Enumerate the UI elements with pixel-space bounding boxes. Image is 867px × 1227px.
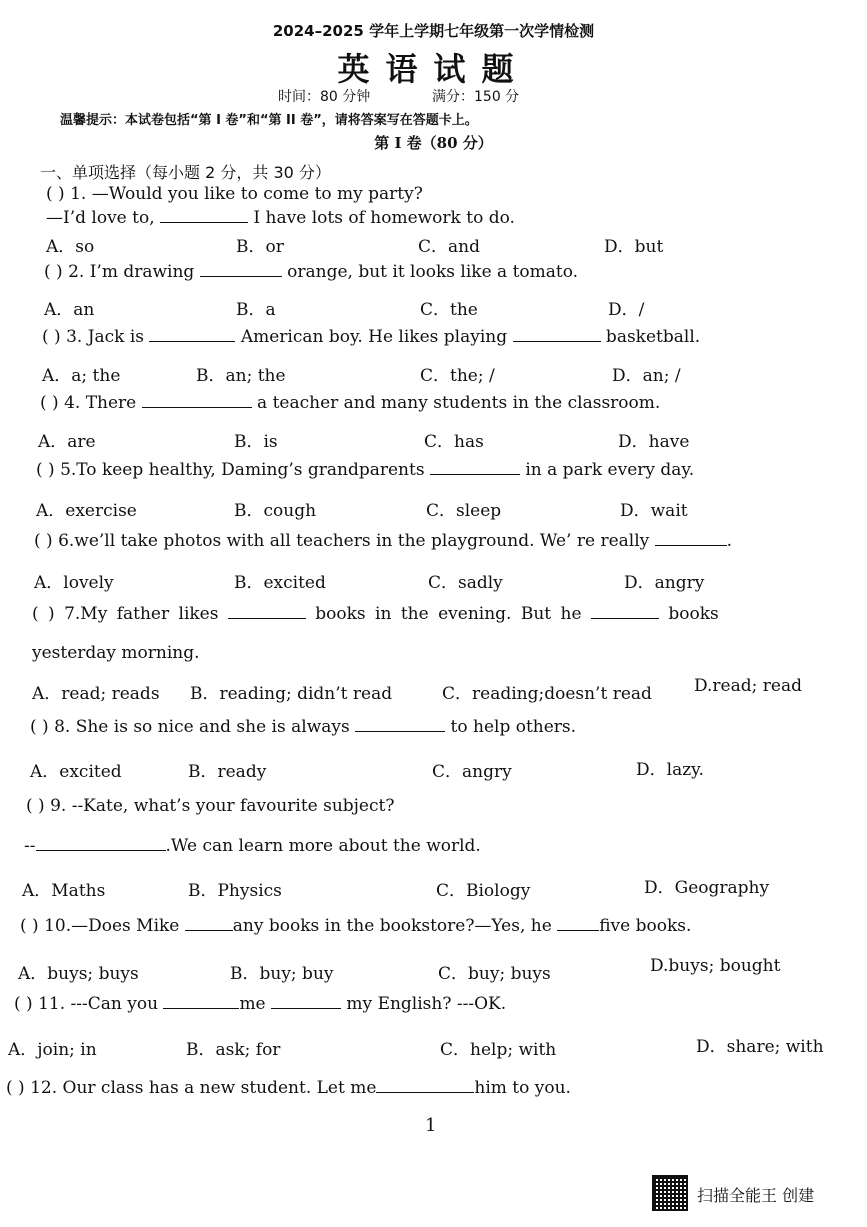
question-3 — [42, 327, 700, 347]
question-4 — [40, 393, 660, 413]
option-a: A．join; in — [8, 1040, 97, 1060]
exam-heading: 2024–2025 学年上学期七年级第一次学情检测 — [272, 22, 595, 40]
option-c: C．sadly — [428, 573, 503, 593]
option-c: C．and — [418, 237, 480, 257]
option-b: B．a — [236, 300, 276, 320]
answer-blank[interactable] — [149, 327, 235, 342]
exam-time: 时间：80 分钟 — [278, 89, 371, 105]
question-3-text-b: American boy. He likes playing — [235, 327, 513, 347]
option-a: A．a; the — [42, 366, 121, 386]
option-c: C．help; with — [440, 1040, 557, 1060]
option-b: B．is — [234, 432, 278, 452]
question-7-text-b: books in the evening. But he — [305, 604, 591, 624]
question-4-text-a: ( ) 4. There — [40, 393, 142, 413]
question-5 — [36, 460, 694, 480]
question-12-text-b: him to you. — [474, 1078, 571, 1098]
option-a: A．read; reads — [32, 684, 160, 704]
question-9-line2 — [24, 836, 481, 856]
option-d: D．lazy. — [636, 760, 704, 780]
qr-code-icon — [652, 1175, 688, 1211]
answer-blank[interactable] — [513, 327, 601, 342]
question-1-text-b: I have lots of homework to do. — [248, 208, 515, 228]
question-2 — [44, 262, 578, 282]
option-c: C．buy; buys — [438, 964, 551, 984]
question-12-text-a: ( ) 12. Our class has a new student. Let me — [6, 1078, 377, 1098]
answer-blank[interactable] — [36, 836, 166, 851]
section-heading: 一、单项选择（每小题 2 分，共 30 分） — [40, 163, 331, 182]
question-1-line1: ( ) 1. —Would you like to come to my party? — [46, 184, 423, 204]
answer-blank[interactable] — [376, 1078, 474, 1093]
option-c: C．the; / — [420, 366, 495, 386]
option-d: D．have — [618, 432, 690, 452]
question-9-text-a: -- — [24, 836, 36, 856]
exam-title: 英语试题 — [337, 50, 530, 88]
option-b: B．ask; for — [186, 1040, 281, 1060]
option-b: B．an; the — [196, 366, 286, 386]
option-c: C．sleep — [426, 501, 502, 521]
answer-blank[interactable] — [142, 393, 252, 408]
answer-blank[interactable] — [355, 717, 445, 732]
answer-blank[interactable] — [271, 994, 341, 1009]
question-9-line1: ( ) 9. --Kate, what’s your favourite subject? — [26, 796, 395, 816]
option-b: B．Physics — [188, 881, 282, 901]
option-b: B．ready — [188, 762, 267, 782]
question-3-text-a: ( ) 3. Jack is — [42, 327, 150, 347]
option-d: D．an; / — [612, 366, 681, 386]
question-5-text-a: ( ) 5.To keep healthy, Daming’s grandparents — [36, 460, 430, 480]
option-b: B．cough — [234, 501, 317, 521]
question-7-line1 — [32, 604, 719, 624]
question-8-text-a: ( ) 8. She is so nice and she is always — [30, 717, 356, 737]
answer-blank[interactable] — [591, 604, 659, 619]
exam-tip: 温馨提示：本试卷包括“第 I 卷”和“第 II 卷”，请将答案写在答题卡上。 — [60, 113, 478, 128]
question-11-text-b: me — [239, 994, 272, 1014]
option-a: A．are — [38, 432, 96, 452]
option-a: A．so — [46, 237, 95, 257]
option-c: C．angry — [432, 762, 512, 782]
question-7-text-a: ( ) 7.My father likes — [32, 604, 228, 624]
option-a: A．excited — [30, 762, 122, 782]
option-d: D．share; with — [696, 1037, 824, 1057]
question-6 — [34, 531, 732, 551]
answer-blank[interactable] — [430, 460, 520, 475]
answer-blank[interactable] — [160, 208, 248, 223]
question-10-text-a: ( ) 10.—Does Mike — [20, 916, 185, 936]
option-c: C．Biology — [436, 881, 531, 901]
question-5-text-b: in a park every day. — [519, 460, 695, 480]
part-heading: 第 I 卷（80 分） — [374, 134, 493, 152]
question-8-text-b: to help others. — [445, 717, 577, 737]
option-c: C．has — [424, 432, 484, 452]
question-2-text-a: ( ) 2. I’m drawing — [44, 262, 200, 282]
option-a: A．buys; buys — [18, 964, 139, 984]
answer-blank[interactable] — [228, 604, 306, 619]
question-8 — [30, 717, 576, 737]
option-a: A．an — [44, 300, 95, 320]
option-a: A．exercise — [36, 501, 137, 521]
exam-score: 满分：150 分 — [432, 89, 520, 105]
option-d: D．angry — [624, 573, 705, 593]
question-2-text-b: orange, but it looks like a tomato. — [281, 262, 579, 282]
question-10-text-b: any books in the bookstore?—Yes, he — [232, 916, 558, 936]
question-3-text-c: basketball. — [600, 327, 701, 347]
question-4-text-b: a teacher and many students in the classroom. — [251, 393, 661, 413]
answer-blank[interactable] — [557, 916, 599, 931]
question-7-text-c: books — [658, 604, 719, 624]
answer-blank[interactable] — [163, 994, 239, 1009]
option-b: B．reading; didn’t read — [190, 684, 393, 704]
question-6-text-b: . — [726, 531, 733, 551]
option-c: C．the — [420, 300, 478, 320]
question-10 — [20, 916, 691, 936]
question-1-line2 — [46, 208, 515, 228]
option-a: A．Maths — [22, 881, 106, 901]
question-11-text-a: ( ) 11. ---Can you — [14, 994, 164, 1014]
option-d: D．but — [604, 237, 664, 257]
question-9-text-b: .We can learn more about the world. — [165, 836, 481, 856]
option-d: D.read; read — [694, 676, 802, 696]
option-a: A．lovely — [34, 573, 114, 593]
page-number: 1 — [425, 1115, 437, 1136]
question-11 — [14, 994, 506, 1014]
scanner-watermark: 扫描全能王 创建 — [697, 1186, 815, 1205]
answer-blank[interactable] — [655, 531, 727, 546]
answer-blank[interactable] — [185, 916, 233, 931]
option-d: D.buys; bought — [650, 956, 781, 976]
option-d: D．/ — [608, 300, 645, 320]
option-b: B．buy; buy — [230, 964, 334, 984]
option-d: D．wait — [620, 501, 688, 521]
option-b: B．or — [236, 237, 284, 257]
question-7-line2: yesterday morning. — [32, 643, 200, 663]
option-c: C．reading;doesn’t read — [442, 684, 652, 704]
question-11-text-c: my English? ---OK. — [341, 994, 507, 1014]
question-1-text-a: —I’d love to, — [46, 208, 161, 228]
option-b: B．excited — [234, 573, 326, 593]
question-12 — [6, 1078, 571, 1098]
option-d: D．Geography — [644, 878, 770, 898]
question-10-text-c: five books. — [599, 916, 692, 936]
question-6-text-a: ( ) 6.we’ll take photos with all teachers in the playground. We’ re really — [34, 531, 655, 551]
answer-blank[interactable] — [200, 262, 282, 277]
